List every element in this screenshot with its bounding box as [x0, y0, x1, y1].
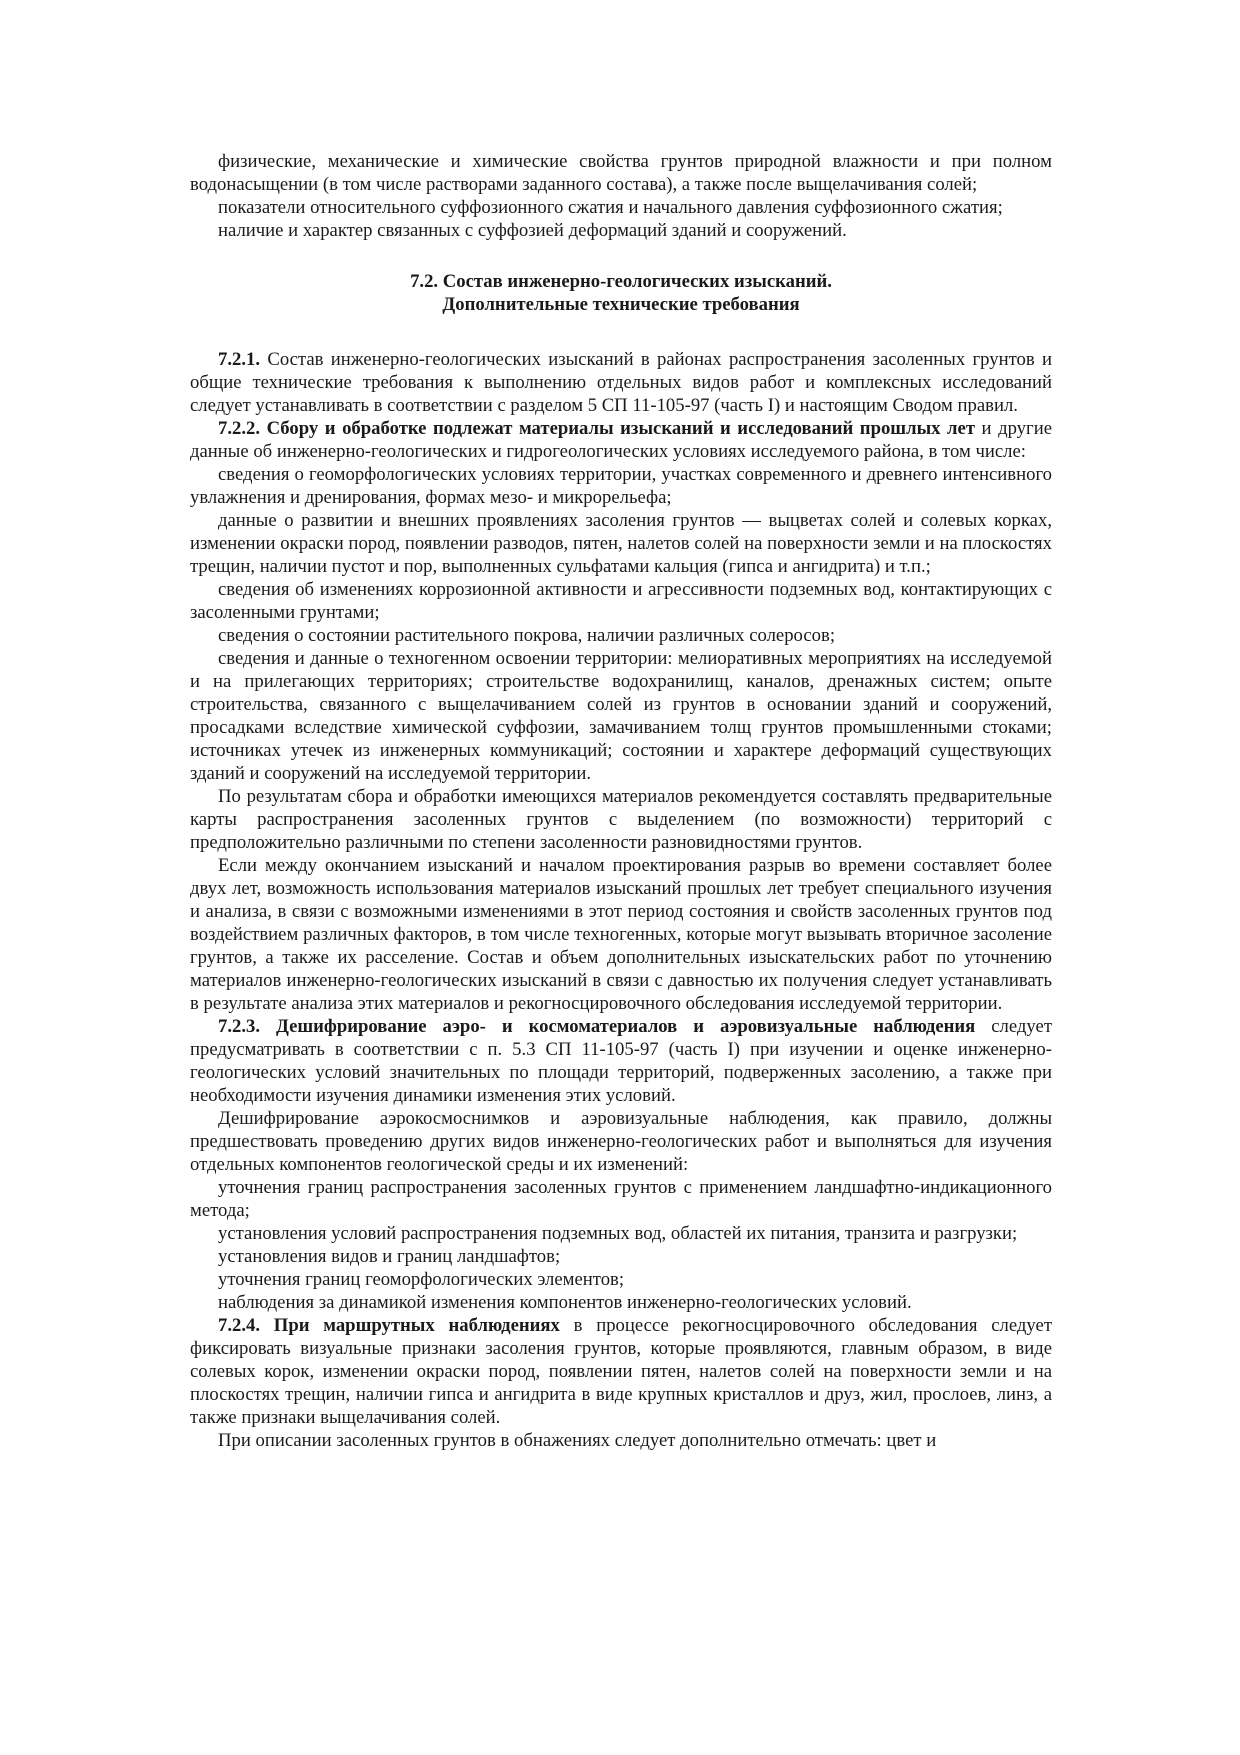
- clause-bold-lead: При маршрутных наблюдениях: [260, 1315, 560, 1336]
- list-item: наблюдения за динамикой изменения компонентов инженерно-геологических условий.: [218, 1292, 912, 1313]
- intro-item: показатели относительного суффозионного сжатия и начального давления суффозионного сжатия;: [218, 197, 1003, 218]
- clause-text: следует предусматривать в соответствии с п. 5.3 СП 11-105-97 (часть I) при изучении и оценке инженерно-геологических условий значительных по площади территорий, подверженных засолению, а также при необходимости изучения динамики изменения этих условий.: [190, 1016, 1052, 1106]
- list-item: уточнения границ распространения засоленных грунтов с применением ландшафтно-индикационного метода;: [190, 1177, 1052, 1221]
- list-item: сведения о состоянии растительного покрова, наличии различных солеросов;: [218, 625, 836, 646]
- list-item: установления условий распространения подземных вод, областей их питания, транзита и разгрузки;: [218, 1223, 1018, 1244]
- clause-number: 7.2.4.: [218, 1315, 261, 1336]
- list-item: сведения и данные о техногенном освоении территории: мелиоративных мероприятиях на исследуемой и на прилегающих территориях; строительстве водохранилищ, каналов, дренажных систем; опыте строительства, связанного с выщелачиванием солей из грунтов в основании зданий и сооружений, просадками вследствие химической суффозии, замачиванием толщ грунтов промышленными стоками; источниках утечек из инженерных коммуникаций; состоянии и характере деформаций существующих зданий и сооружений на исследуемой территории.: [190, 648, 1052, 784]
- list-item: сведения о геоморфологических условиях территории, участках современного и древнего интенсивного увлажнения и дренирования, формах мезо- и микрорельефа;: [190, 464, 1052, 508]
- clause-7-2-4: [190, 1314, 1052, 1429]
- clause-7-2-3: [190, 1015, 1052, 1107]
- clause-number: 7.2.3.: [218, 1016, 261, 1037]
- intro-item: физические, механические и химические свойства грунтов природной влажности и при полном водонасыщении (в том числе растворами заданного состава), а также после выщелачивания солей;: [190, 151, 1052, 195]
- list-item: сведения об изменениях коррозионной активности и агрессивности подземных вод, контактирующих с засоленными грунтами;: [190, 579, 1052, 623]
- clause-text: Состав инженерно-геологических изысканий в районах распространения засоленных грунтов и общие технические требования к выполнению отдельных видов работ и комплексных исследований следует устанавливать в соответствии с разделом 5 СП 11-105-97 (часть I) и настоящим Сводом правил.: [190, 349, 1052, 416]
- list-item: данные о развитии и внешних проявлениях засоления грунтов — выцветах солей и солевых корках, изменении окраски пород, появлении разводов, пятен, налетов солей на поверхности земли и на плоскостях трещин, наличии пустот и пор, выполненных сульфатами кальция (гипса и ангидрита) и т.п.;: [190, 510, 1052, 577]
- clause-7-2-2: [190, 417, 1052, 463]
- document-page: [190, 150, 1052, 1452]
- section-heading: [190, 270, 1052, 316]
- paragraph: При описании засоленных грунтов в обнажениях следует дополнительно отмечать: цвет и: [218, 1430, 937, 1451]
- intro-item: наличие и характер связанных с суффозией деформаций зданий и сооружений.: [218, 220, 847, 241]
- clause-bold-lead: Сбору и обработке подлежат материалы изысканий и исследований прошлых лет: [260, 418, 975, 439]
- paragraph: По результатам сбора и обработки имеющихся материалов рекомендуется составлять предварительные карты распространения засоленных грунтов с выделением (по возможности) территорий с предположительно различными по степени засоленности разновидностями грунтов.: [190, 786, 1052, 853]
- clause-number: 7.2.2.: [218, 418, 261, 439]
- paragraph: Дешифрирование аэрокосмоснимков и аэровизуальные наблюдения, как правило, должны предшествовать проведению других видов инженерно-геологических работ и выполняться для изучения отдельных компонентов геологической среды и их изменений:: [190, 1108, 1052, 1175]
- paragraph: Если между окончанием изысканий и началом проектирования разрыв во времени составляет более двух лет, возможность использования материалов изысканий прошлых лет требует специального изучения и анализа, в связи с возможными изменениями в этот период состояния и свойств засоленных грунтов под воздействием различных факторов, в том числе техногенных, которые могут вызывать вторичное засоление грунтов, а также их расселение. Состав и объем дополнительных изыскательских работ по уточнению материалов инженерно-геологических изысканий в связи с давностью их получения следует устанавливать в результате анализа этих материалов и рекогносцировочного обследования исследуемой территории.: [190, 855, 1052, 1014]
- clause-bold-lead: Дешифрирование аэро- и космоматериалов и аэровизуальные наблюдения: [260, 1016, 976, 1037]
- clause-number: 7.2.1.: [218, 349, 261, 370]
- list-item: уточнения границ геоморфологических элементов;: [218, 1269, 625, 1290]
- section-title-line1: 7.2. Состав инженерно-геологических изысканий.: [410, 271, 832, 292]
- clause-text: в процессе рекогносцировочного обследования следует фиксировать визуальные признаки засоления грунтов, которые проявляются, главным образом, в виде солевых корок, изменении окраски пород, появлении пятен, налетов солей на поверхности земли и на плоскостях трещин, наличии гипса и ангидрита в виде крупных кристаллов и друз, жил, прослоев, линз, а также признаки выщелачивания солей.: [190, 1315, 1052, 1428]
- section-title-line2: Дополнительные технические требования: [442, 294, 800, 315]
- clause-7-2-1: [190, 348, 1052, 417]
- clause-text: и другие данные об инженерно-геологических и гидрогеологических условиях исследуемого района, в том числе:: [190, 418, 1052, 462]
- list-item: установления видов и границ ландшафтов;: [218, 1246, 561, 1267]
